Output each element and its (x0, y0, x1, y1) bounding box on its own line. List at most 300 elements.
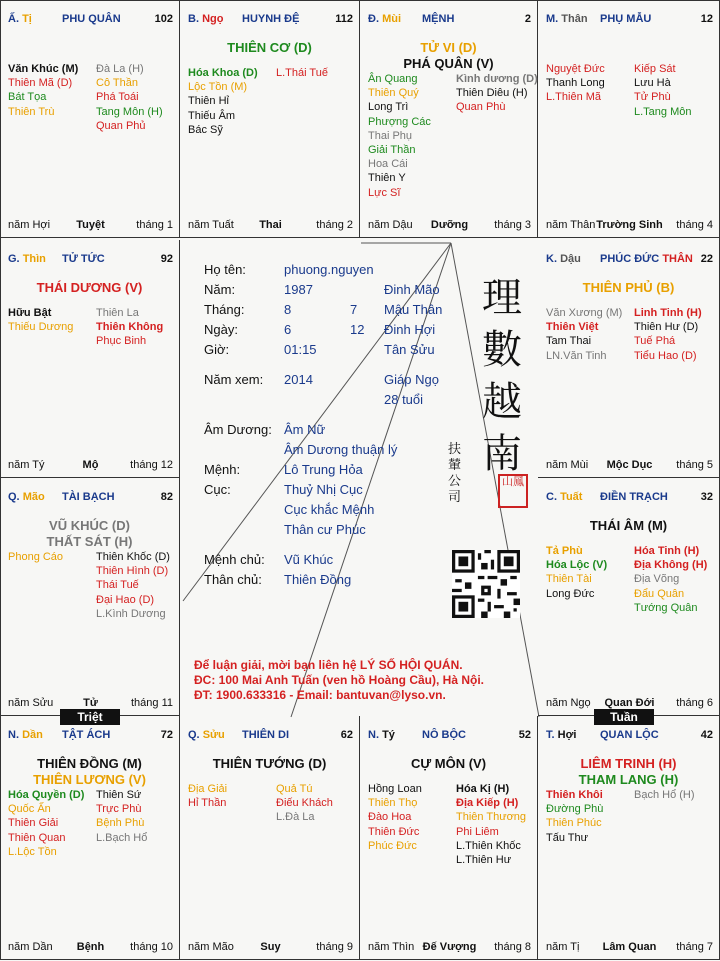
main-stars (538, 280, 719, 296)
minor-star: Thai Phụ (368, 129, 413, 142)
minor-star: Thiếu Dương (8, 321, 74, 334)
minor-star: Thiên La (96, 307, 139, 319)
minor-star: Phúc Đức (368, 839, 417, 852)
minor-star: Thiên Giải (8, 817, 59, 830)
contact-address: ĐC: 100 Mai Anh Tuấn (ven hồ Hoàng Cầu), Hà Nội. (194, 673, 485, 687)
hour-canchi: Tân Sửu (384, 342, 435, 357)
trang-sinh: Trường Sinh (596, 219, 663, 231)
palace-chi: Hợi (557, 729, 577, 741)
palace-can-chi (188, 13, 223, 25)
palace-can: Q. (8, 491, 20, 503)
palace-chi: Mão (22, 491, 45, 503)
palace-chi: Thân (561, 13, 588, 25)
trang-sinh: Bệnh (76, 941, 105, 953)
minor-stars-left (8, 788, 94, 859)
minor-stars-left (8, 550, 94, 564)
palace-name (62, 491, 115, 503)
palace-month: tháng 7 (676, 941, 713, 953)
minor-stars-left (546, 62, 632, 105)
palace-number: 72 (160, 729, 173, 741)
minor-star: Bệnh Phù (96, 817, 145, 830)
center-panel (182, 242, 538, 716)
calligraphy-char: 數 (482, 327, 522, 373)
minor-star: Thiên Đức (368, 825, 420, 838)
minor-star: Đại Hao (D) (96, 593, 155, 606)
minor-star: Thiên Quan (8, 831, 66, 844)
minor-star: Tuế Phá (634, 335, 676, 348)
palace-header (188, 729, 353, 743)
company-char: 公 (448, 474, 462, 489)
palace-number: 112 (335, 13, 353, 25)
than-marker: THÂN (662, 253, 693, 265)
main-star: THAM LANG (H) (578, 772, 679, 787)
palace-can: T. (546, 729, 555, 741)
palace-name-text: TÀI BẠCH (62, 491, 115, 503)
company-calligraphy (448, 442, 464, 506)
palace-footer (546, 459, 713, 472)
name-value: phuong.nguyen (284, 262, 374, 277)
year-canchi: Đinh Mão (384, 282, 440, 297)
palace-header (8, 491, 173, 505)
palace-name-text: NÔ BỘC (422, 729, 466, 741)
minor-star: Văn Xương (M) (546, 307, 623, 319)
palace-number: 2 (524, 13, 531, 25)
minor-star: Thiếu Âm (188, 109, 236, 122)
view-year-canchi: Giáp Ngọ (384, 372, 439, 387)
palace-month: tháng 10 (130, 941, 173, 953)
minor-star: Địa Giải (188, 783, 228, 795)
day-canchi: Đinh Hợi (384, 322, 436, 337)
palace-ty[interactable] (0, 0, 180, 238)
day-lunar: 12 (350, 322, 365, 337)
palace-header (8, 253, 173, 267)
minor-stars-right (96, 306, 182, 349)
palace-year: năm Mão (188, 941, 234, 953)
view-year-value: 2014 (284, 372, 313, 387)
trang-sinh: Mộc Dục (606, 459, 653, 471)
company-char: 扶 (448, 442, 462, 457)
minor-star: Quan Phủ (96, 119, 146, 132)
trang-sinh: Tử (83, 697, 98, 709)
minor-star: Bát Tọa (8, 91, 47, 104)
palace-can: K. (546, 253, 557, 265)
minor-star: Hữu Bật (8, 307, 52, 319)
age-value: 28 tuổi (384, 392, 424, 407)
trang-sinh: Tuyệt (76, 219, 105, 231)
minor-star: Phá Toái (96, 91, 139, 104)
hour-value: 01:15 (284, 342, 317, 357)
main-star: THIÊN TƯỚNG (D) (212, 756, 327, 771)
palace-year: năm Tị (546, 941, 580, 953)
palace-can-chi (8, 253, 46, 265)
contact-line-1: Để luận giải, mời bạn liên hệ LÝ SỐ HỘI QUÁN. (194, 658, 463, 672)
minor-star: Thiên Diêu (H) (456, 87, 528, 100)
minor-stars-right (276, 66, 362, 80)
palace-name (600, 253, 693, 265)
main-star: LIÊM TRINH (H) (580, 756, 677, 771)
palace-name (242, 13, 299, 25)
minor-star: Điếu Khách (276, 797, 333, 810)
minor-star: Giải Thần (368, 144, 416, 157)
palace-name-text: PHỤ MẪU (600, 13, 652, 25)
minor-star: Long Đức (546, 587, 595, 600)
cuc-label: Cục: (204, 482, 231, 497)
day-solar: 6 (284, 322, 292, 337)
palace-year: năm Dần (8, 941, 53, 953)
minor-star: Thiên Khôi (546, 789, 603, 801)
palace-number: 12 (700, 13, 713, 25)
view-year-label: Năm xem: (204, 372, 264, 387)
minor-stars-right (634, 62, 720, 119)
minor-star: L.Thái Tuế (276, 67, 328, 79)
minor-stars-left (546, 788, 632, 845)
palace-number: 52 (518, 729, 531, 741)
month-label: Tháng: (204, 302, 245, 317)
palace-ngo[interactable] (180, 0, 360, 238)
palace-can: Q. (188, 729, 200, 741)
calligraphy-title (472, 272, 532, 480)
year-label: Năm: (204, 282, 236, 297)
calligraphy-char: 越 (482, 379, 522, 425)
palace-footer (368, 219, 531, 232)
palace-suu[interactable] (180, 716, 360, 960)
palace-month: tháng 1 (136, 219, 173, 231)
palace-year: năm Thìn (368, 941, 415, 953)
palace-can-chi (546, 491, 582, 503)
menh-chu-value: Vũ Khúc (284, 552, 334, 567)
minor-star: Hỉ Thần (188, 797, 227, 810)
palace-month: tháng 12 (130, 459, 173, 471)
palace-footer (8, 219, 173, 232)
minor-star: L.Lộc Tồn (8, 845, 57, 858)
minor-star: Tử Phù (634, 91, 671, 104)
main-star: THẤT SÁT (H) (46, 534, 133, 549)
minor-star: Thiên Phúc (546, 817, 602, 830)
palace-header (8, 13, 173, 27)
minor-star: Hóa Kị (H) (456, 783, 510, 795)
palace-hoi[interactable] (538, 716, 720, 960)
minor-stars-right (96, 788, 182, 845)
minor-star: Tả Phù (546, 545, 583, 557)
main-star: THIÊN ĐỒNG (M) (37, 756, 142, 771)
palace-chi: Dần (22, 729, 43, 741)
palace-header (546, 253, 713, 267)
palace-number: 102 (154, 13, 173, 25)
minor-star: Ân Quang (368, 73, 418, 85)
minor-star: Phi Liêm (456, 825, 499, 838)
calligraphy-char: 理 (482, 275, 522, 321)
company-char: 輦 (448, 458, 462, 473)
palace-year: năm Mùi (546, 459, 589, 471)
minor-star: Phong Cáo (8, 551, 64, 563)
palace-ty2[interactable] (360, 716, 538, 960)
minor-star: Hóa Khoa (D) (188, 67, 258, 79)
minor-stars-left (546, 306, 632, 363)
main-stars (0, 280, 179, 296)
palace-chi: Ngọ (202, 13, 224, 25)
minor-star: Hóa Lộc (V) (546, 559, 608, 572)
palace-header (546, 13, 713, 27)
month-lunar: 7 (350, 302, 358, 317)
minor-star: Lưu Hà (634, 77, 671, 90)
palace-name (600, 13, 651, 25)
palace-name (600, 729, 659, 741)
main-stars (360, 756, 537, 772)
palace-mui[interactable] (360, 0, 538, 238)
palace-can: Đ. (368, 13, 379, 25)
minor-star: Đà La (H) (96, 63, 144, 75)
trang-sinh: Đế Vượng (422, 941, 477, 953)
palace-chi: Sửu (202, 729, 225, 741)
palace-can-chi (368, 729, 395, 741)
minor-star: Quốc Ấn (8, 803, 51, 816)
palace-dau[interactable] (538, 240, 720, 478)
month-canchi: Mậu Thân (384, 302, 443, 317)
main-star: THIÊN PHỦ (B) (582, 280, 675, 295)
palace-can: G. (8, 253, 20, 265)
palace-name-text: HUYNH ĐỆ (242, 13, 300, 25)
minor-stars-left (8, 62, 94, 119)
palace-header (546, 491, 713, 505)
cuc-note: Cục khắc Mệnh (284, 502, 375, 517)
minor-stars-right (276, 782, 362, 825)
palace-name-text: PHU QUÂN (62, 13, 121, 25)
minor-star: L.Thiên Mã (546, 91, 602, 104)
minor-star: L.Bạch Hổ (96, 831, 148, 844)
minor-star: Thiên Hình (D) (96, 565, 169, 578)
palace-footer (8, 941, 173, 954)
minor-star: Thiên Y (368, 172, 406, 185)
palace-chi: Tuất (560, 491, 583, 503)
palace-name-text: ĐIỀN TRẠCH (600, 491, 668, 503)
palace-name (422, 729, 466, 741)
palace-footer (546, 219, 713, 232)
minor-stars-right (96, 550, 182, 621)
main-stars (538, 518, 719, 534)
palace-can-chi (546, 729, 576, 741)
than-chu-label: Thân chủ: (204, 572, 262, 587)
palace-chi: Mùi (382, 13, 402, 25)
trang-sinh: Mộ (82, 459, 99, 471)
red-seal: 山鳳 (498, 474, 528, 508)
minor-star: Phục Binh (96, 335, 147, 348)
minor-star: Lộc Tồn (M) (188, 81, 248, 94)
palace-can-chi (8, 13, 32, 25)
palace-month: tháng 11 (130, 697, 173, 709)
trang-sinh: Lâm Quan (602, 941, 657, 953)
palace-thin[interactable] (0, 240, 180, 478)
minor-star: Đẩu Quân (634, 587, 685, 600)
palace-tuat[interactable] (538, 478, 720, 716)
minor-star: Địa Võng (634, 573, 680, 586)
minor-star: Lực Sĩ (368, 186, 401, 199)
minor-stars-right (456, 782, 542, 867)
main-star: THIÊN CƠ (D) (227, 40, 312, 55)
minor-star: L.Thiên Hư (456, 854, 512, 867)
minor-star: Thiên Quý (368, 87, 419, 100)
palace-chi: Tý (382, 729, 395, 741)
than-cu-note: Thân cư Phúc (284, 522, 366, 537)
palace-year: năm Tuất (188, 219, 234, 231)
palace-footer (188, 941, 353, 954)
palace-month: tháng 8 (494, 941, 531, 953)
minor-star: Thiên Thương (456, 811, 527, 824)
palace-footer (546, 941, 713, 954)
main-star: TỬ VI (D) (420, 40, 477, 55)
palace-than[interactable] (538, 0, 720, 238)
minor-star: Cô Thần (96, 77, 138, 90)
cuc-value: Thuỷ Nhị Cục (284, 482, 363, 497)
trang-sinh: Dưỡng (430, 219, 469, 231)
palace-header (8, 729, 173, 743)
minor-star: Tướng Quân (634, 601, 698, 614)
minor-star: Hóa Tinh (H) (634, 545, 700, 557)
minor-star: Thiên Sứ (96, 789, 142, 801)
minor-star: Tang Môn (H) (96, 105, 163, 118)
minor-star: Văn Khúc (M) (8, 63, 79, 75)
main-stars (0, 756, 179, 788)
minor-star: Thiên Hư (D) (634, 321, 699, 334)
minor-stars-left (188, 782, 274, 810)
minor-star: Hoa Cái (368, 158, 408, 171)
palace-number: 32 (700, 491, 713, 503)
minor-stars-left (368, 72, 454, 200)
main-star: THIÊN LƯƠNG (V) (33, 772, 146, 787)
minor-star: Tam Thai (546, 335, 592, 348)
minor-star: Hồng Loan (368, 783, 422, 795)
palace-can: N. (8, 729, 19, 741)
minor-star: Tiểu Hao (D) (634, 349, 697, 362)
palace-can: N. (368, 729, 379, 741)
palace-dan[interactable] (0, 716, 180, 960)
calligraphy-char: 南 (482, 431, 522, 477)
palace-chi: Tị (22, 13, 32, 25)
palace-month: tháng 9 (316, 941, 353, 953)
palace-number: 22 (700, 253, 713, 265)
trang-sinh: Suy (260, 941, 281, 953)
palace-name-text: MỆNH (422, 13, 455, 25)
palace-can-chi (368, 13, 401, 25)
palace-year: năm Thân (546, 219, 596, 231)
palace-name (62, 729, 110, 741)
minor-star: Thiên Khốc (D) (96, 551, 170, 563)
minor-star: L.Tang Môn (634, 105, 692, 118)
minor-star: Quan Phù (456, 101, 506, 114)
minor-stars-left (368, 782, 454, 853)
amduong-label: Âm Dương: (204, 422, 272, 437)
main-stars (360, 40, 537, 72)
minor-star: L.Thiên Khốc (456, 839, 521, 852)
minor-star: Đào Hoa (368, 811, 412, 824)
minor-star: Kình dương (D) (456, 73, 538, 85)
palace-name-text: QUAN LỘC (600, 729, 659, 741)
palace-footer (8, 459, 173, 472)
hour-label: Giờ: (204, 342, 230, 357)
triet-badge: Triệt (60, 709, 120, 725)
minor-star: Thanh Long (546, 77, 605, 90)
main-star: THÁI ÂM (M) (589, 518, 668, 533)
day-label: Ngày: (204, 322, 238, 337)
minor-star: Quả Tú (276, 783, 313, 795)
minor-stars-right (96, 62, 182, 133)
minor-stars-left (8, 306, 94, 334)
qr-code[interactable] (452, 550, 520, 618)
trang-sinh: Quan Đới (604, 697, 655, 709)
than-chu-value: Thiên Đồng (284, 572, 352, 587)
minor-star: Nguyệt Đức (546, 63, 605, 75)
minor-star: Hóa Quyền (D) (8, 789, 85, 801)
tuan-badge: Tuần (594, 709, 654, 725)
menh-value: Lô Trung Hỏa (284, 462, 363, 477)
minor-stars-left (546, 544, 632, 601)
main-stars (180, 40, 359, 56)
minor-star: Thiên Hỉ (188, 95, 229, 108)
trang-sinh: Thai (259, 219, 282, 231)
palace-month: tháng 6 (676, 697, 713, 709)
minor-stars-left (188, 66, 274, 137)
minor-star: Bác Sỹ (188, 123, 223, 136)
palace-can: B. (188, 13, 199, 25)
minor-stars-right (634, 544, 720, 615)
palace-footer (368, 941, 531, 954)
palace-can-chi (8, 491, 45, 503)
palace-month: tháng 4 (676, 219, 713, 231)
palace-can: C. (546, 491, 557, 503)
main-star: CỰ MÔN (V) (410, 756, 487, 771)
minor-star: Long Trì (368, 101, 409, 114)
palace-name (242, 729, 289, 741)
minor-stars-right (634, 788, 720, 802)
palace-can-chi (188, 729, 225, 741)
contact-info (194, 658, 534, 703)
minor-star: Kiếp Sát (634, 63, 676, 75)
minor-star: LN.Văn Tinh (546, 349, 607, 362)
year-value: 1987 (284, 282, 313, 297)
amduong-note: Âm Dương thuận lý (284, 442, 398, 457)
minor-star: Thiên Thọ (368, 797, 418, 810)
palace-month: tháng 3 (494, 219, 531, 231)
minor-star: Địa Không (H) (634, 559, 708, 572)
menh-label: Mệnh: (204, 462, 241, 477)
palace-number: 82 (160, 491, 173, 503)
palace-year: năm Tý (8, 459, 45, 471)
main-stars (0, 518, 179, 550)
palace-year: năm Dậu (368, 219, 413, 231)
minor-star: Đường Phù (546, 803, 604, 816)
amduong-value: Âm Nữ (284, 422, 326, 437)
palace-name-text: THIÊN DI (242, 729, 290, 741)
palace-can: Ấ. (8, 13, 19, 25)
palace-can-chi (546, 253, 581, 265)
palace-year: năm Hợi (8, 219, 51, 231)
month-solar: 8 (284, 302, 292, 317)
palace-mao[interactable] (0, 478, 180, 716)
main-star: VŨ KHÚC (D) (49, 518, 130, 533)
main-stars (180, 756, 359, 772)
palace-number: 62 (340, 729, 353, 741)
palace-number: 42 (700, 729, 713, 741)
minor-stars-right (634, 306, 720, 363)
palace-chi: Dậu (560, 253, 581, 265)
minor-star: Trực Phù (96, 803, 142, 816)
minor-star: Thiên Không (96, 321, 164, 334)
palace-name (62, 13, 121, 25)
main-stars (538, 756, 719, 788)
contact-phone-email: ĐT: 1900.633316 - Email: bantuvan@lyso.vn. (194, 688, 446, 702)
minor-star: Tấu Thư (546, 831, 589, 844)
palace-can-chi (8, 729, 43, 741)
name-label: Họ tên: (204, 262, 246, 277)
